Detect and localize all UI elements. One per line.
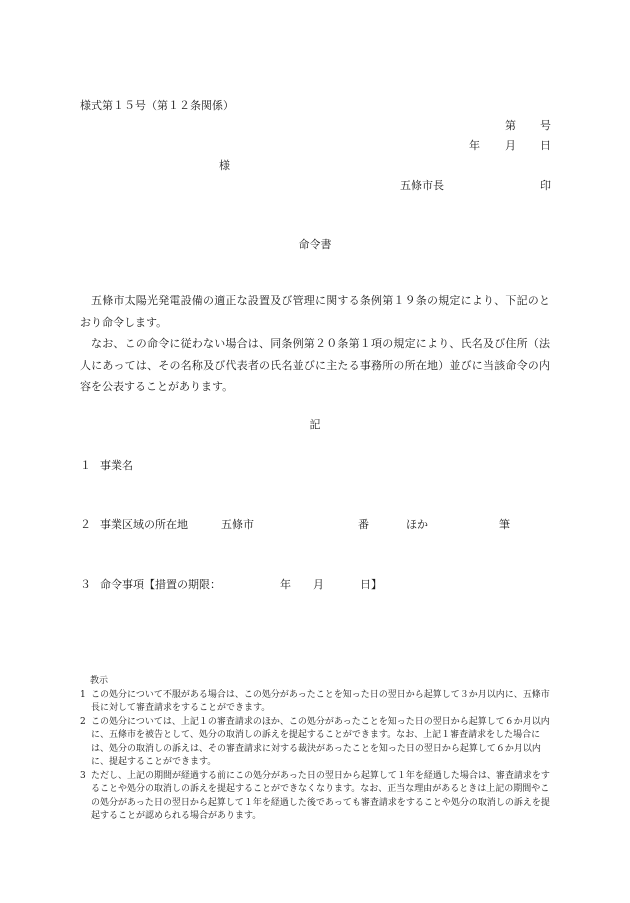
notice-item-number: 2 (80, 716, 86, 727)
notice-section (80, 675, 554, 824)
notice-heading: 教示 (90, 676, 109, 686)
issuer: 五條市長 (400, 179, 444, 192)
addressee-suffix: 様 (219, 159, 230, 172)
notice-item-text: ただし、上記の期間が経過する前にこの処分があった日の翌日から起算して１年を経過した場合は、審査請求をすることや処分の取消しの訴えを提起することができなくなります。なお、正当な理由があるときは上記の期間やこの処分があった日の翌日から起算して１年を経過した後であっても審査請求をすることや処分の取消しの訴えを提起することが認められる場合があります。 (91, 770, 550, 821)
notice-item (80, 770, 554, 824)
date-year: 年 (469, 139, 480, 152)
item2-hitsu: 筆 (499, 518, 510, 531)
item3-year: 年 (280, 578, 291, 591)
item1-label: 事業名 (100, 459, 133, 472)
item3-label: 命令事項【措置の期限： (100, 578, 221, 591)
notice-item (80, 716, 554, 770)
date-month: 月 (505, 139, 516, 152)
notice-item-text: この処分については、上記１の審査請求のほか、この処分があったことを知った日の翌日から起算して６か月以内に、五條市を被告として、処分の取消しの訴えを提起することができます。なお、上記１審査請求をした場合には、処分の取消しの訴えは、その審査請求に対する裁決があったことを知った日の翌日から起算して６か月以内に、提起することができます。 (91, 716, 550, 767)
seal-mark: 印 (540, 179, 551, 192)
item3-month: 月 (313, 578, 324, 591)
item2-hoka: ほか (406, 518, 428, 531)
item2-number: ２ (80, 518, 91, 531)
date-day: 日 (540, 139, 551, 152)
item1-number: １ (80, 459, 91, 472)
document-number-dai: 第 (505, 119, 516, 132)
item3-day: 日】 (360, 578, 382, 591)
ki-heading: 記 (309, 418, 321, 431)
body-paragraph-2: なお、この命令に従わない場合は、同条例第２０条第１項の規定により、氏名及び住所（法人にあっては、その名称及び代表者の氏名並びに主たる事務所の所在地）並びに当該命令の内容を公表することがあります。 (80, 337, 550, 393)
notice-item-text: この処分について不服がある場合は、この処分があったことを知った日の翌日から起算して３か月以内に、五條市長に対して審査請求をすることができます。 (91, 689, 550, 713)
notice-item-number: 3 (80, 770, 86, 781)
item2-city: 五條市 (221, 518, 254, 531)
notice-item (80, 689, 554, 716)
item2-ban: 番 (358, 518, 369, 531)
body-paragraph-1: 五條市太陽光発電設備の適正な設置及び管理に関する条例第１９条の規定により、下記のとおり命令します。 (80, 294, 550, 329)
form-label: 様式第１５号（第１２条関係） (80, 99, 234, 112)
document-title: 命令書 (298, 238, 332, 251)
item2-label: 事業区域の所在地 (100, 518, 188, 531)
item3-number: ３ (80, 578, 91, 591)
document-number-go: 号 (540, 119, 551, 132)
notice-item-number: 1 (80, 689, 86, 700)
